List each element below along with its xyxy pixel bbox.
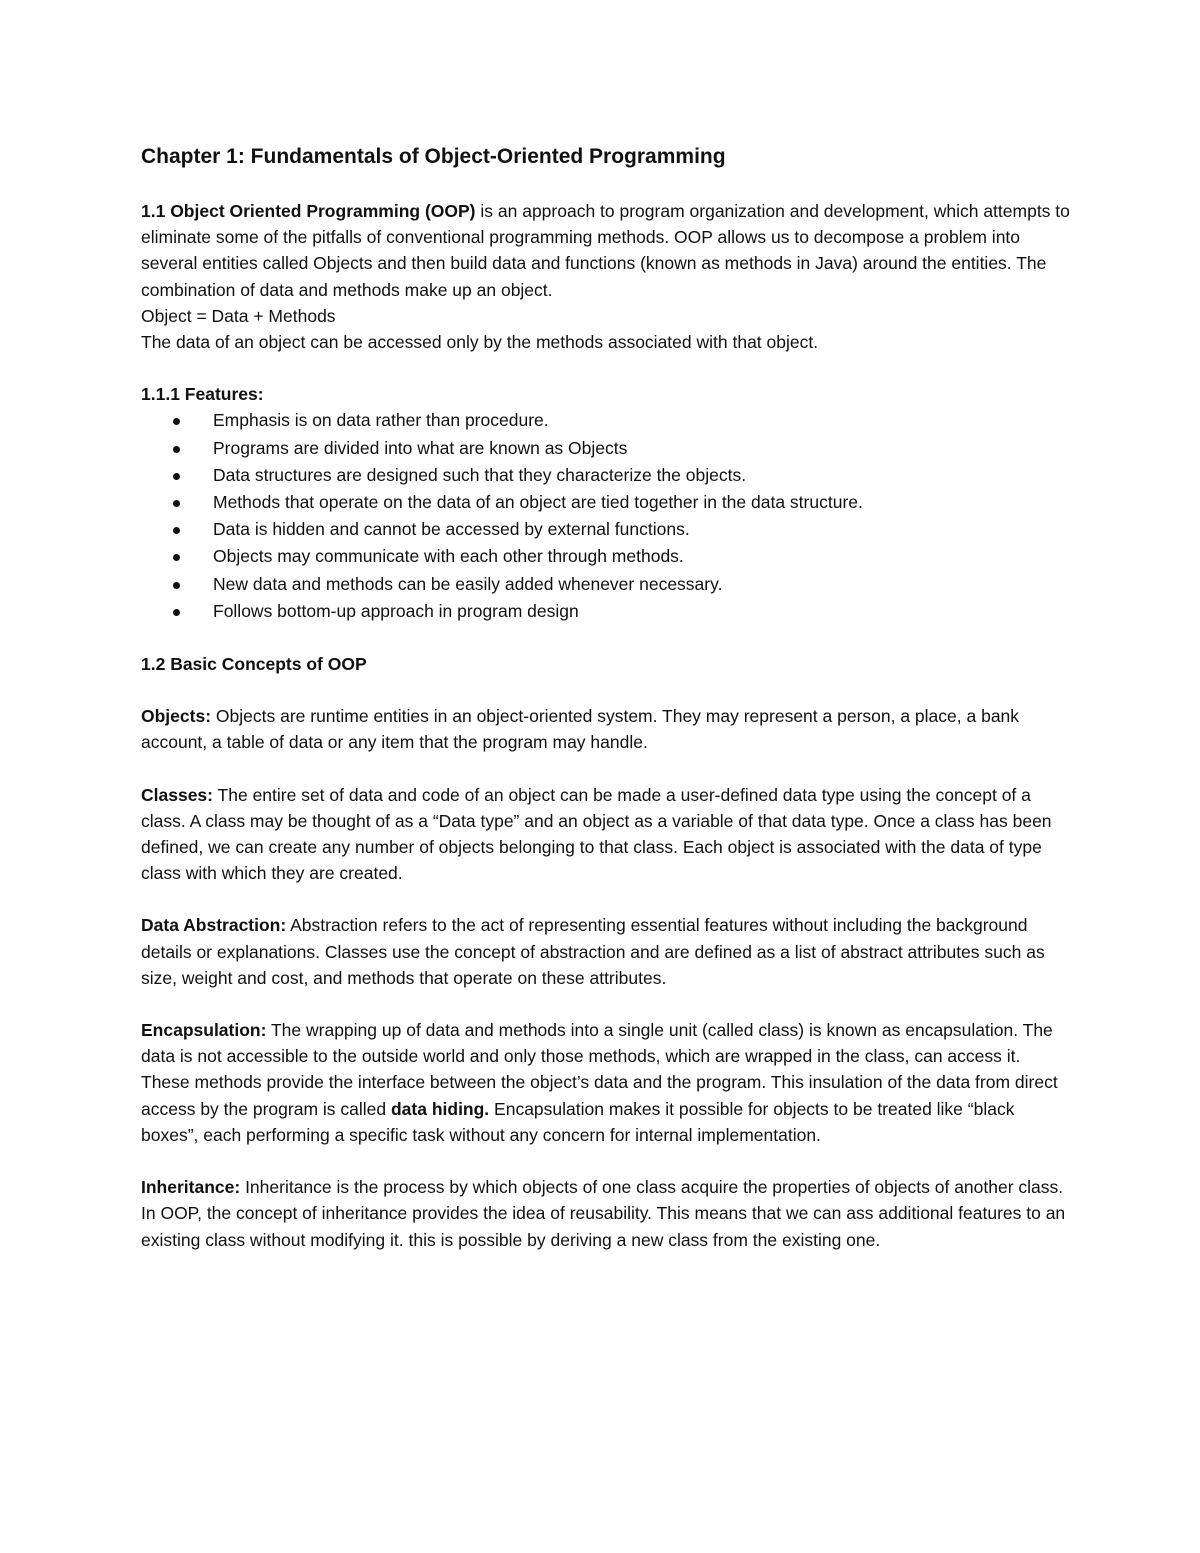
oop-intro-paragraph — [141, 198, 1071, 303]
abstraction-term: Data Abstraction: — [141, 915, 287, 936]
list-item: Methods that operate on the data of an object are tied together in the data structure. — [173, 489, 1071, 516]
features-list — [141, 407, 1071, 625]
oop-intro-text: is an approach to program organization and development, which attempts to eliminate some of the pitfalls of conventional programming methods. OOP allows us to decompose a problem into several entities called Objects and then build data and functions (known as methods in Java) around the entities. The combination of data and methods make up an object. — [141, 201, 1070, 300]
bullet-icon — [173, 554, 180, 561]
objects-paragraph — [141, 703, 1071, 755]
inheritance-paragraph — [141, 1174, 1071, 1253]
bullet-icon — [173, 527, 180, 534]
list-item: Emphasis is on data rather than procedure. — [173, 407, 1071, 434]
classes-term: Classes: — [141, 784, 213, 805]
inheritance-text: Inheritance is the process by which objects of one class acquire the properties of objects of another class. In OOP, the concept of inheritance provides the idea of reusability. This means that we can ass additional features to an existing class without modifying it. this is possible by deriving a new class from the existing one. — [141, 1177, 1066, 1250]
basic-concepts-heading: 1.2 Basic Concepts of OOP — [141, 654, 367, 675]
spacer — [141, 625, 1071, 651]
bullet-icon — [173, 609, 180, 616]
objects-text: Objects are runtime entities in an object-oriented system. They may represent a person, a place, a bank account, a table of data or any item that the program may handle. — [141, 706, 1020, 753]
classes-text: The entire set of data and code of an object can be made a user-defined data type using the concept of a class. A class may be thought of as a “Data type” and an object as a variable of that data type. Once a class has been defined, we can create any number of objects belonging to that class. Each object is associated with the data of type class with which they are created. — [141, 784, 1052, 884]
document-page — [141, 140, 1071, 1253]
bullet-icon — [173, 500, 180, 507]
list-item: Objects may communicate with each other through methods. — [173, 543, 1071, 570]
classes-paragraph — [141, 782, 1071, 887]
spacer — [141, 756, 1071, 782]
abstraction-text: Abstraction refers to the act of representing essential features without including the background details or explanations. Classes use the concept of abstraction and are defined as a list of abstract attributes such as size, weight and cost, and methods that operate on these attributes. — [141, 915, 1045, 988]
list-item: Follows bottom-up approach in program design — [173, 598, 1071, 625]
encapsulation-paragraph — [141, 1017, 1071, 1148]
access-note: The data of an object can be accessed only by the methods associated with that object. — [141, 332, 819, 353]
spacer — [141, 1148, 1071, 1174]
object-equation: Object = Data + Methods — [141, 305, 336, 326]
bullet-icon — [173, 473, 180, 480]
encapsulation-term: Encapsulation: — [141, 1020, 267, 1041]
chapter-title: Chapter 1: Fundamentals of Object-Oriented Programming — [141, 145, 726, 168]
features-heading: 1.1.1 Features: — [141, 384, 264, 405]
abstraction-paragraph — [141, 912, 1071, 991]
bullet-icon — [173, 582, 180, 589]
list-item: Data is hidden and cannot be accessed by external functions. — [173, 516, 1071, 543]
encapsulation-text-before: The wrapping up of data and methods into a single unit (called class) is known as encapsulation. The data is not accessible to the outside world and only those methods, which are wrapped in the class, can access it. These methods provide the interface between the object’s data and the program. This insulation of the data from direct access by the program is called — [141, 1020, 1058, 1119]
spacer — [141, 991, 1071, 1017]
inheritance-term: Inheritance: — [141, 1177, 241, 1198]
encapsulation-text-after: Encapsulation makes it possible for objects to be treated like “black boxes”, each performing a specific task without any concern for internal implementation. — [141, 1098, 1015, 1145]
spacer — [141, 355, 1071, 381]
list-item: New data and methods can be easily added whenever necessary. — [173, 571, 1071, 598]
spacer — [141, 677, 1071, 703]
objects-term: Objects: — [141, 706, 212, 727]
oop-intro-heading: 1.1 Object Oriented Programming (OOP) — [141, 201, 476, 221]
bullet-icon — [173, 418, 180, 425]
spacer — [141, 886, 1071, 912]
bullet-icon — [173, 446, 180, 453]
list-item: Programs are divided into what are known as Objects — [173, 435, 1071, 462]
data-hiding-term: data hiding. — [390, 1098, 490, 1119]
list-item: Data structures are designed such that they characterize the objects. — [173, 462, 1071, 489]
